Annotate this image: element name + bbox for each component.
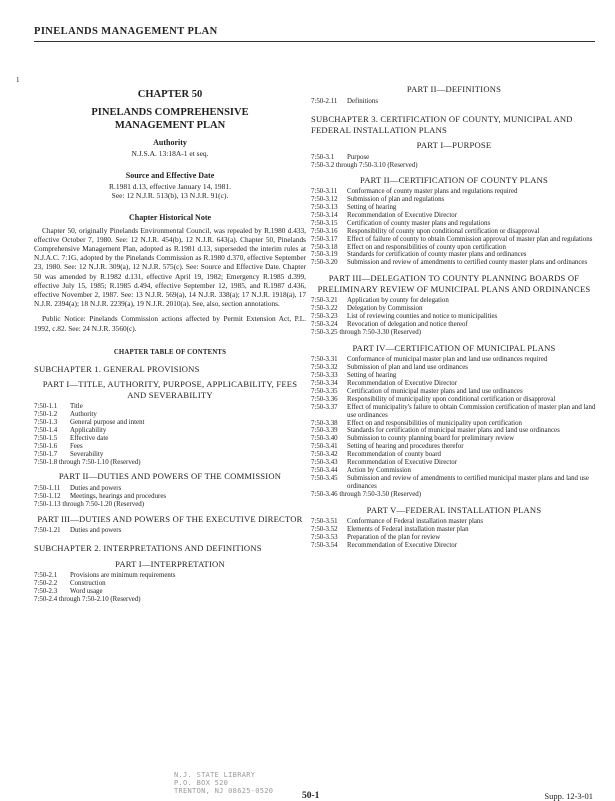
section-number: 7:50-3.45 [311, 474, 338, 482]
section-number: 7:50-3.1 [311, 153, 335, 161]
section-title: Authority [70, 411, 97, 419]
toc-row [311, 251, 597, 259]
toc-row [311, 396, 597, 404]
section-number: 7:50-1.5 [34, 434, 58, 442]
section-number: 7:50-1.11 [34, 484, 61, 492]
history-heading: Chapter Historical Note [128, 212, 212, 222]
section-title: Submission of plan and regulations [347, 196, 445, 204]
toc-row [311, 259, 597, 267]
toc-row [311, 388, 597, 396]
reserved-range: 7:50-1.8 through 7:50-1.10 (Reserved) [34, 458, 141, 466]
section-title: Recommendation of Executive Director [347, 380, 458, 388]
section-title: Action by Commission [347, 467, 411, 474]
section-title: Effect on and responsibilities of county upon certification [347, 243, 506, 251]
section-title: Duties and powers [70, 527, 122, 535]
right-column [311, 80, 597, 550]
toc-row [311, 518, 597, 526]
section-number: 7:50-1.3 [34, 419, 58, 427]
section-title: Preparation of the plan for review [347, 533, 441, 541]
section-number: 7:50-3.40 [311, 435, 338, 443]
toc-row [311, 154, 597, 162]
toc-list-county [311, 188, 597, 267]
section-number: 7:50-3.20 [311, 259, 338, 267]
toc-row [311, 212, 597, 220]
chapter-name [34, 106, 306, 132]
section-number: 7:50-3.22 [311, 305, 338, 313]
section-title: Duties and powers [70, 484, 122, 492]
section-number: 7:50-3.12 [311, 196, 338, 204]
section-number: 7:50-3.34 [311, 380, 338, 388]
section-title: Setting of hearing and procedures therefor [347, 443, 464, 451]
section-title: Meetings, hearings and procedures [70, 492, 167, 500]
section-number: 7:50-3.32 [311, 364, 338, 372]
section-number: 7:50-3.39 [311, 427, 338, 435]
running-head: PINELANDS MANAGEMENT PLAN [34, 26, 218, 37]
section-number: 7:50-3.17 [311, 235, 338, 243]
section-title: Revocation of delegation and notice thereof [347, 321, 468, 328]
toc-row [34, 435, 306, 443]
toc-row [311, 364, 597, 372]
part-heading: PART I—TITLE, AUTHORITY, PURPOSE, APPLICABILITY, FEES AND SEVERABILITY [42, 379, 298, 400]
section-title: Effective date [70, 434, 109, 442]
part-heading: PART V—FEDERAL INSTALLATION PLANS [366, 504, 542, 515]
section-number: 7:50-1.7 [34, 450, 58, 458]
section-number: 7:50-3.38 [311, 419, 338, 427]
toc-row [34, 572, 306, 580]
section-title: Effect of municipality's failure to obtain Commission certification of master plan and land use ordinances [347, 403, 596, 419]
section-number: 7:50-2.3 [34, 587, 58, 595]
supplement-date: Supp. 12-3-01 [544, 791, 593, 801]
part-heading: PART I—PURPOSE [416, 140, 492, 151]
toc-row [311, 313, 597, 321]
section-number: 7:50-3.15 [311, 219, 338, 227]
section-number: 7:50-1.4 [34, 426, 58, 434]
header-rule [34, 41, 595, 42]
source-heading: Source and Effective Date [125, 170, 215, 180]
section-title: Definitions [347, 97, 379, 105]
toc-row [311, 372, 597, 380]
section-title: Application by county for delegation [347, 297, 449, 305]
section-number: 7:50-3.51 [311, 518, 338, 526]
section-number: 7:50-3.19 [311, 251, 338, 259]
section-title: Recommendation of Executive Director [347, 541, 458, 549]
section-number: 7:50-1.21 [34, 527, 61, 535]
part-heading: PART II—CERTIFICATION OF COUNTY PLANS [360, 174, 548, 185]
reserved-range: 7:50-3.2 through 7:50-3.10 (Reserved) [311, 161, 418, 169]
subchapter-2: SUBCHAPTER 2. INTERPRETATIONS AND DEFINITIONS [34, 543, 262, 554]
section-number: 7:50-3.24 [311, 321, 338, 328]
toc-row [34, 451, 306, 459]
section-number: 7:50-1.12 [34, 492, 61, 500]
section-title: Construction [70, 580, 106, 588]
section-number: 7:50-3.44 [311, 467, 338, 474]
chapter-title: CHAPTER 50 [137, 89, 203, 100]
toc-row [311, 188, 597, 196]
toc-row [311, 467, 597, 475]
part-heading: PART IV—CERTIFICATION OF MUNICIPAL PLANS [352, 342, 556, 353]
section-title: Title [70, 403, 83, 411]
source-line1: R.1981 d.13, effective January 14, 1981. [109, 181, 231, 191]
part-heading: PART II—DUTIES AND POWERS OF THE COMMISSION [58, 471, 282, 482]
part-heading: PART III—DELEGATION TO COUNTY PLANNING BOARDS OF PRELIMINARY REVIEW OF MUNICIPAL PLANS AND ORDINANCES [317, 273, 591, 294]
toc-row [311, 297, 597, 305]
reserved-range: 7:50-1.13 through 7:50-1.20 (Reserved) [34, 500, 145, 508]
authority-text: N.J.S.A. 13:18A-1 et seq. [131, 149, 209, 158]
toc-row [311, 443, 597, 451]
toc-row [311, 475, 597, 491]
section-number: 7:50-3.31 [311, 356, 338, 364]
toc-row [311, 435, 597, 443]
toc-row [311, 305, 597, 313]
stamp-line: P.O. BOX 520 [174, 779, 229, 787]
section-number: 7:50-3.18 [311, 243, 338, 251]
subchapter-3: SUBCHAPTER 3. CERTIFICATION OF COUNTY, MUNICIPAL AND FEDERAL INSTALLATION PLANS [311, 114, 573, 135]
section-title: Submission to county planning board for preliminary review [347, 435, 515, 443]
section-number: 7:50-3.43 [311, 459, 338, 467]
section-title: Responsibility of municipality upon conditional certification or disapproval [347, 395, 556, 403]
section-number: 7:50-3.52 [311, 526, 338, 534]
section-title: Delegation by Commission [347, 305, 423, 313]
section-number: 7:50-1.2 [34, 411, 58, 419]
toc-row [34, 403, 306, 411]
toc-heading: CHAPTER TABLE OF CONTENTS [113, 348, 227, 356]
section-number: 7:50-3.23 [311, 313, 338, 321]
stamp-line: N.J. STATE LIBRARY [174, 771, 256, 779]
chapter-name-line1: PINELANDS COMPREHENSIVE [91, 107, 249, 118]
toc-row [34, 443, 306, 451]
toc-row [311, 321, 597, 329]
toc-row [311, 526, 597, 534]
section-number: 7:50-3.33 [311, 372, 338, 380]
section-title: Conformance of Federal installation master plans [347, 518, 484, 526]
section-title: General purpose and intent [70, 419, 145, 427]
section-number: 7:50-3.36 [311, 395, 338, 403]
toc-row [311, 451, 597, 459]
chapter-name-line2: MANAGEMENT PLAN [114, 120, 226, 131]
authority-heading: Authority [153, 138, 187, 147]
section-title: Word usage [70, 587, 103, 595]
part-heading: PART II—DEFINITIONS [406, 84, 502, 94]
toc-row [311, 404, 597, 420]
part-heading: PART I—INTERPRETATION [115, 558, 225, 569]
toc-list-federal [311, 518, 597, 550]
reserved-range: 7:50-2.4 through 7:50-2.10 (Reserved) [34, 595, 141, 603]
source-line2: See: 12 N.J.R. 513(b), 13 N.J.R. 91(c). [111, 191, 229, 200]
toc-row [311, 459, 597, 467]
toc-list-delegation [311, 297, 597, 329]
history-text: Chapter 50, originally Pinelands Environmental Council, was repealed by R.1980 d.433, effective October 7, 1980. See: 12 N.J.R. 454(b), 12 N.J.R. 643(a). Chapter 50, Pinelands Comprehensive Management Plan, adopted as R.1981 d.13, superseded the interim rules at N.J.A.C. 7:1G, adopted by the Pinelands Commission as R.1980 d.370, effective September 23, 1980. See: 12 N.J.R. 309(a), 12 N.J.R. 575(c). See: Source and Effective Date. Chapter 50 was amended by R.1982 d.131, effective April 19, 1982; Emergency R.1985 d.399, effective July 15, 1985; R.1985 d.494, effective September 12, 1985, and R.1987 d.436, effective November 2, 1987. See: 13 N.J.R. 569(a), 14 N.J.R. 338(a); 17 N.J.R. 1918(a), 17 N.J.R. 2394(a); 18 N.J.R. 2239(a), 19 N.J.R. 2010(a). See, also, section annotations. [34, 225, 306, 309]
page-number: 50-1 [302, 791, 320, 801]
section-title: Setting of hearing [347, 204, 397, 212]
section-title: Applicability [70, 426, 107, 434]
toc-row [311, 220, 597, 228]
section-title: Submission and review of amendments to certified municipal master plans and land use ordinances [347, 474, 589, 490]
toc-row [34, 493, 306, 501]
section-number: 7:50-2.1 [34, 572, 58, 580]
section-title: Conformance of municipal master plan and land use ordinances required [347, 356, 548, 364]
section-number: 7:50-2.2 [34, 580, 58, 588]
toc-row [34, 588, 306, 596]
toc-row [311, 542, 597, 550]
toc-row [311, 204, 597, 212]
section-number: 7:50-2.11 [311, 97, 338, 105]
toc-row [311, 228, 597, 236]
toc-row [34, 580, 306, 588]
section-title: Responsibility of county upon conditional certification or disapproval [347, 227, 540, 235]
section-title: Severability [70, 450, 104, 458]
section-title: Elements of Federal installation master plan [347, 526, 469, 534]
part-heading: PART III—DUTIES AND POWERS OF THE EXECUTIVE DIRECTOR [37, 513, 303, 524]
section-number: 7:50-3.35 [311, 387, 338, 395]
section-title: Provisions are minimum requirements [70, 572, 176, 580]
section-number: 7:50-1.1 [34, 403, 58, 411]
section-number: 7:50-3.37 [311, 403, 338, 411]
toc-row [311, 98, 597, 106]
margin-mark: 1 [16, 76, 20, 84]
section-title: Submission of plan and land use ordinances [347, 364, 468, 372]
section-title: Conformance of county master plans and regulations required [347, 188, 518, 196]
subchapter-1: SUBCHAPTER 1. GENERAL PROVISIONS [34, 363, 200, 374]
section-number: 7:50-3.11 [311, 188, 338, 196]
section-title: Effect on and responsibilities of municipality upon certification [347, 419, 522, 427]
toc-row [311, 244, 597, 252]
toc-row [311, 196, 597, 204]
public-notice: Public Notice: Pinelands Commission actions affected by Permit Extension Act, P.L. 1992, c.82. See: 24 N.J.R. 3560(c). [34, 314, 306, 333]
section-title: Recommendation of Executive Director [347, 459, 458, 467]
stamp-line: TRENTON, NJ 08625-0520 [174, 787, 274, 795]
section-number: 7:50-3.13 [311, 204, 338, 212]
section-number: 7:50-1.6 [34, 442, 58, 450]
section-number: 7:50-3.53 [311, 533, 338, 541]
section-title: Recommendation of county board [347, 451, 441, 459]
section-number: 7:50-3.42 [311, 451, 338, 459]
toc-row [311, 420, 597, 428]
section-title: Standards for certification of municipal master plans and land use ordinances [347, 427, 560, 435]
section-title: Setting of hearing [347, 372, 397, 380]
toc-row [34, 485, 306, 493]
section-title: Certification of municipal master plans and land use ordinances [347, 387, 523, 395]
library-stamp [174, 771, 273, 795]
section-number: 7:50-3.41 [311, 443, 338, 451]
section-title: Recommendation of Executive Director [347, 211, 458, 219]
toc-row [311, 427, 597, 435]
section-title: Standards for certification of county master plans and ordinances [347, 251, 527, 259]
toc-row [34, 427, 306, 435]
toc-row [311, 356, 597, 364]
section-number: 7:50-3.16 [311, 227, 338, 235]
section-number: 7:50-3.21 [311, 297, 338, 305]
section-title: Effect of failure of county to obtain Commission approval of master plan and regulations [347, 235, 593, 243]
toc-row [34, 527, 306, 535]
section-title: List of reviewing counties and notice to municipalities [347, 313, 498, 321]
toc-list-part1 [34, 403, 306, 466]
section-title: Certification of county master plans and regulations [347, 219, 491, 227]
toc-row [311, 534, 597, 542]
left-column [34, 80, 306, 604]
section-title: Fees [70, 442, 83, 450]
toc-list-municipal [311, 356, 597, 490]
toc-row [311, 380, 597, 388]
toc-row [34, 419, 306, 427]
reserved-range: 7:50-3.46 through 7:50-3.50 (Reserved) [311, 490, 422, 498]
section-title: Submission and review of amendments to certified county master plans and ordinances [347, 259, 588, 267]
section-title: Purpose [347, 153, 370, 161]
toc-row [34, 411, 306, 419]
reserved-range: 7:50-3.25 through 7:50-3.30 (Reserved) [311, 328, 422, 336]
section-number: 7:50-3.54 [311, 541, 338, 549]
toc-row [311, 236, 597, 244]
section-number: 7:50-3.14 [311, 211, 338, 219]
